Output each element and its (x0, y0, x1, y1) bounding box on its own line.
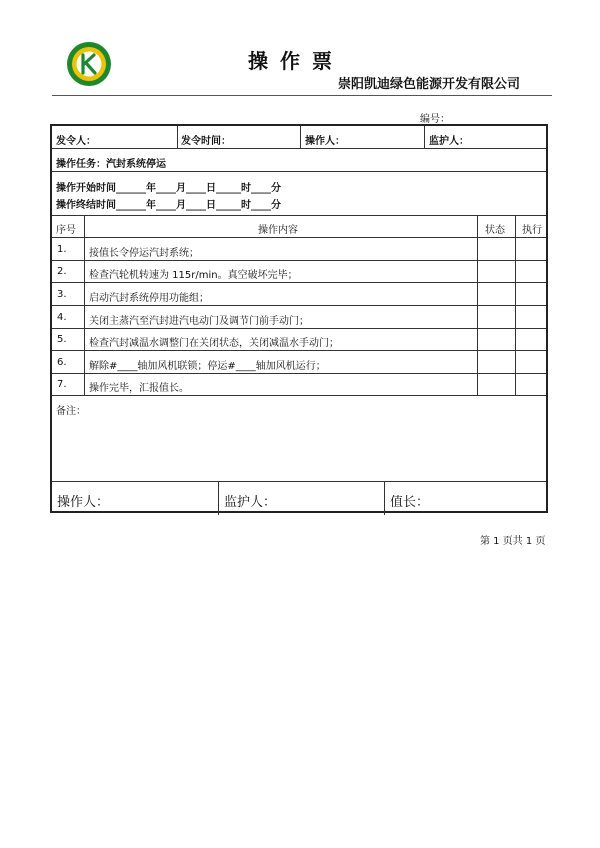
row-content: 启动汽封系统停用功能组； (89, 293, 209, 304)
remarks-label: 备注： (56, 406, 86, 417)
issuer-label: 发令人： (56, 136, 96, 147)
row-content: 检查汽封减温水调整门在关闭状态，关闭减温水手动门； (89, 338, 339, 349)
row-number: 2. (57, 266, 67, 277)
row-divider (52, 171, 546, 172)
row-divider (52, 305, 546, 306)
row-divider (52, 237, 546, 238)
serial-number-label: 编号： (420, 114, 450, 125)
row-content: 检查汽轮机转速为 115r/min。真空破坏完毕； (89, 270, 298, 281)
col-divider (477, 215, 478, 395)
header-status: 状态 (485, 225, 505, 236)
row-number: 1. (57, 244, 67, 255)
supervisor-label: 监护人： (429, 136, 469, 147)
header-divider (52, 95, 552, 96)
row-number: 3. (57, 289, 67, 300)
row-divider (52, 350, 546, 351)
row-content: 解除#____轴加风机联锁；停运#____轴加风机运行； (89, 361, 326, 372)
page-number: 第 1 页共 1 页 (480, 536, 546, 547)
header-seq: 序号 (56, 225, 76, 236)
company-name: 崇阳凯迪绿色能源开发有限公司 (338, 77, 521, 92)
row-content: 接值长令停运汽封系统； (89, 248, 199, 259)
document-title: 操作票 (248, 49, 344, 73)
col-divider (300, 126, 301, 148)
header-execute: 执行 (522, 225, 542, 236)
row-number: 5. (57, 334, 67, 345)
row-number: 4. (57, 312, 67, 323)
row-divider (52, 215, 546, 216)
col-divider (515, 215, 516, 395)
row-divider (52, 282, 546, 283)
row-divider (52, 395, 546, 396)
col-divider (384, 481, 385, 515)
issue-time-label: 发令时间： (181, 136, 231, 147)
col-divider (218, 481, 219, 515)
footer-shift-leader-label: 值长： (390, 495, 430, 510)
col-divider (84, 215, 85, 395)
row-number: 7. (57, 379, 67, 390)
start-time: 操作开始时间______年____月____日_____时____分 (56, 183, 281, 194)
row-divider (52, 148, 546, 149)
row-divider (52, 328, 546, 329)
footer-supervisor-label: 监护人： (224, 495, 277, 510)
footer-operator-label: 操作人： (57, 495, 110, 510)
operation-task: 操作任务：汽封系统停运 (56, 159, 166, 170)
col-divider (177, 126, 178, 148)
col-divider (424, 126, 425, 148)
company-logo (66, 41, 112, 87)
row-divider (52, 260, 546, 261)
row-content: 操作完毕，汇报值长。 (89, 383, 189, 394)
row-number: 6. (57, 357, 67, 368)
row-divider (52, 481, 546, 482)
row-divider (52, 373, 546, 374)
row-content: 关闭主蒸汽至汽封进汽电动门及调节门前手动门； (89, 316, 309, 327)
end-time: 操作终结时间______年____月____日_____时____分 (56, 200, 281, 211)
header-content: 操作内容 (258, 225, 298, 236)
operation-ticket-form (50, 124, 548, 513)
operator-label: 操作人： (305, 136, 345, 147)
